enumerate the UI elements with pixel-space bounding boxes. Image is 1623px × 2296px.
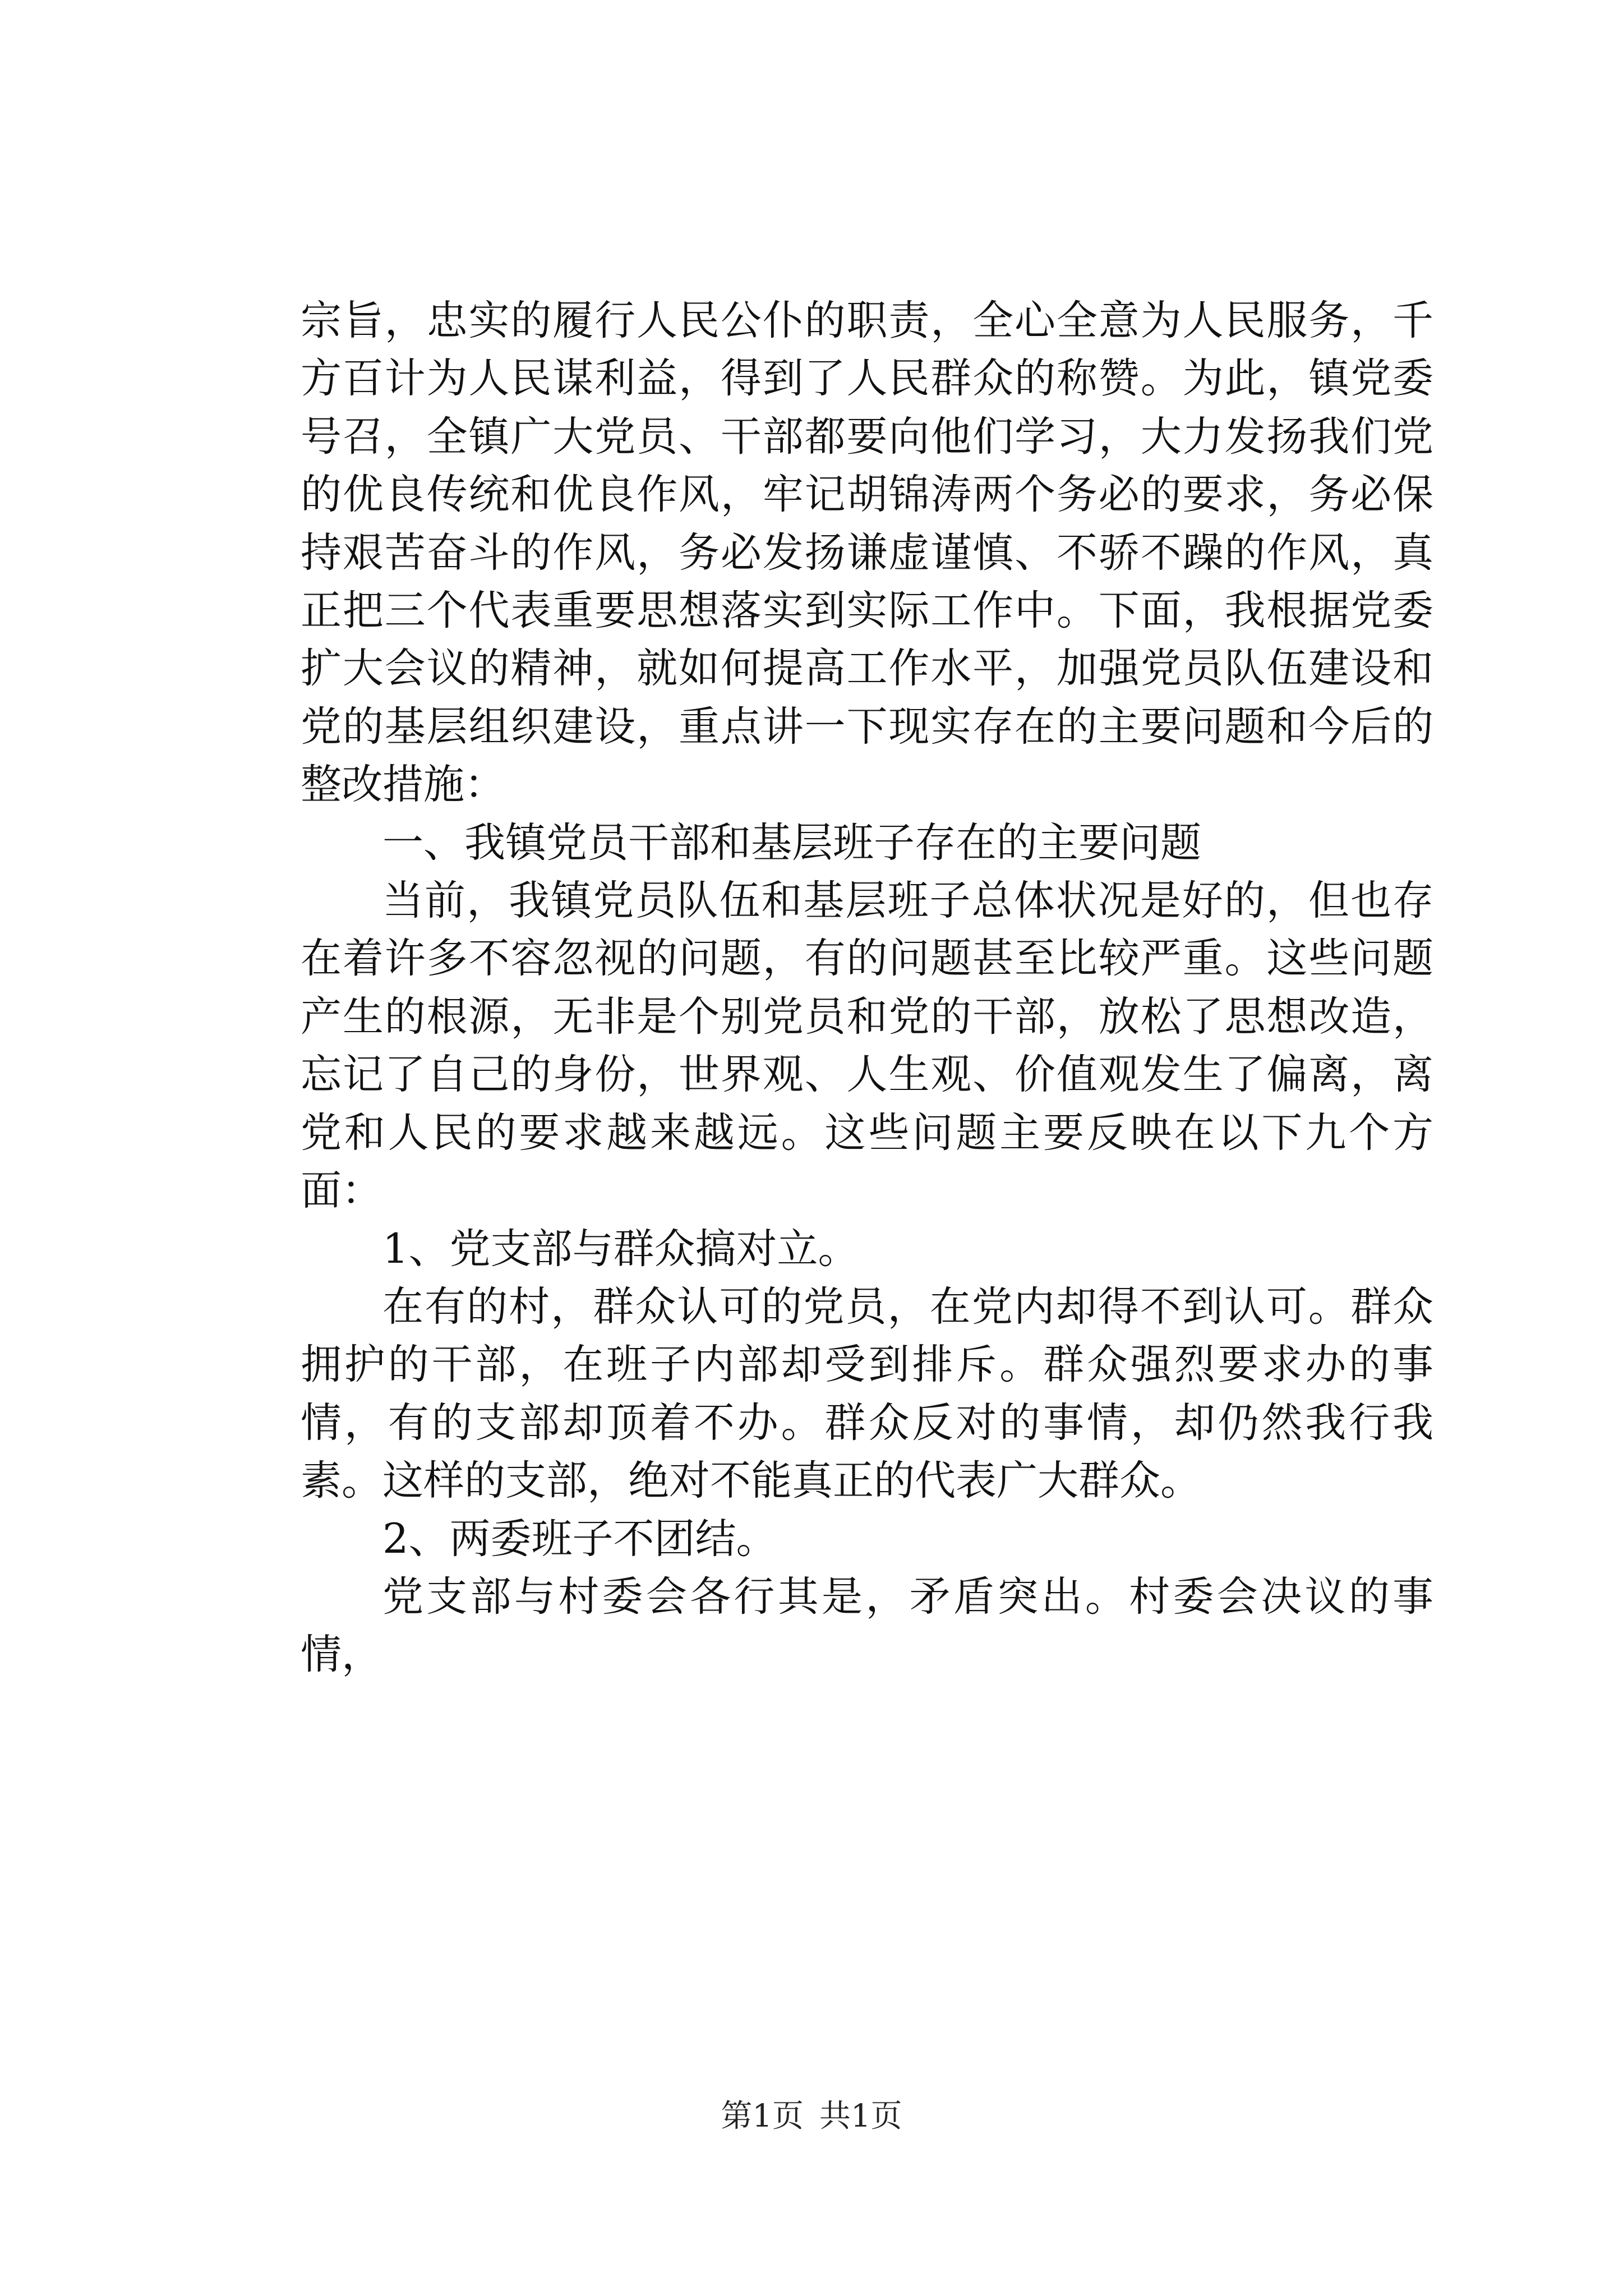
section-heading: 一、我镇党员干部和基层班子存在的主要问题 [382,818,1201,867]
page-footer [0,2097,1623,2136]
total-pages: 共1页 [819,2098,902,2134]
paragraph: 当前，我镇党员队伍和基层班子总体状况是好的，但也存在着许多不容忽视的问题，有的问题甚至比较严重。这些问题产生的根源，无非是个别党员和党的干部，放松了思想改造，忘记了自己的身份，世界观、人生观、价值观发生了偏离，离党和人民的要求越来越远。这些问题主要反映在以下九个方面： [301,877,1433,1215]
document-body [301,292,1433,1684]
paragraph: 党支部与村委会各行其是，矛盾突出。村委会决议的事情， [301,1572,1433,1679]
paragraph: 在有的村，群众认可的党员，在党内却得不到认可。群众拥护的干部，在班子内部却受到排斥。群众强烈要求办的事情，有的支部却顶着不办。群众反对的事情，却仍然我行我素。这样的支部，绝对不能真正的代表广大群众。 [301,1282,1433,1505]
paragraph-continuation: 宗旨，忠实的履行人民公仆的职责，全心全意为人民服务，千方百计为人民谋利益，得到了人民群众的称赞。为此，镇党委号召，全镇广大党员、干部都要向他们学习，大力发扬我们党的优良传统和优良作风，牢记胡锦涛两个务必的要求，务必保持艰苦奋斗的作风，务必发扬谦虚谨慎、不骄不躁的作风，真正把三个代表重要思想落实到实际工作中。下面，我根据党委扩大会议的精神，就如何提高工作水平，加强党员队伍建设和党的基层组织建设，重点讲一下现实存在的主要问题和今后的整改措施： [301,297,1433,809]
list-item-heading: 1、党支部与群众搞对立。 [382,1225,859,1273]
page-number: 第1页 [721,2098,804,2134]
list-item-heading: 2、两委班子不团结。 [382,1515,777,1563]
